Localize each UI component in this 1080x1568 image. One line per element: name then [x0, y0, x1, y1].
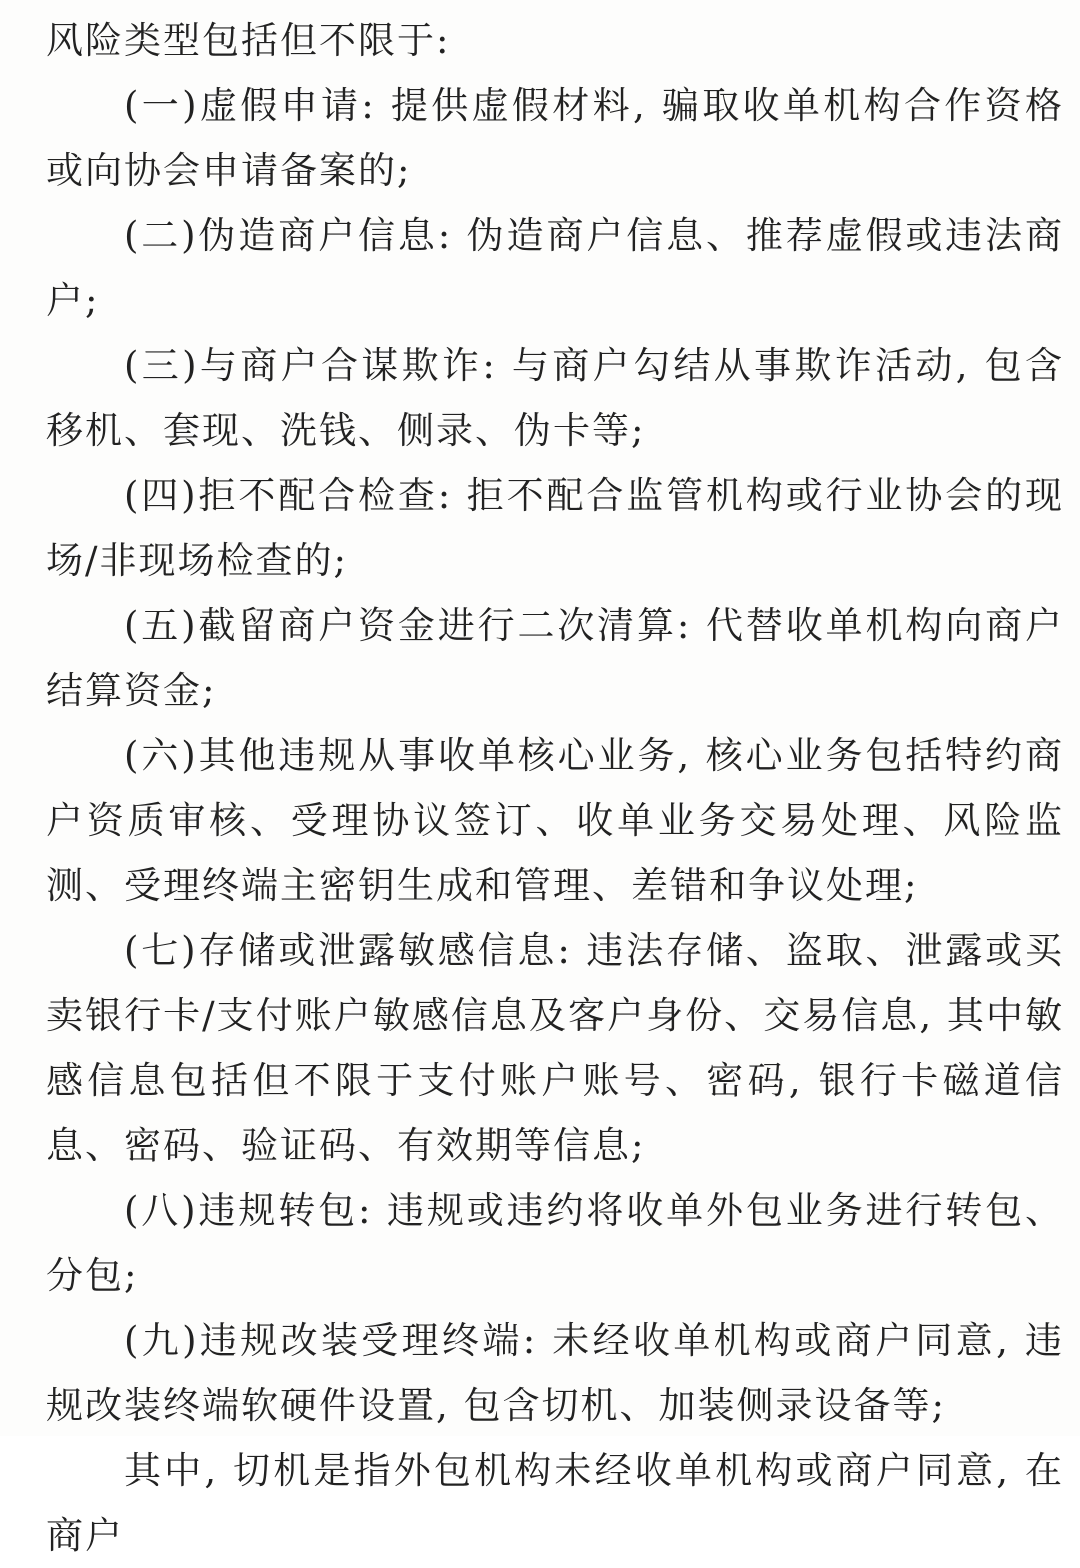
paragraph-continuation: 其中, 切机是指外包机构未经收单机构或商户同意, 在商户: [46, 1449, 1064, 1557]
paragraph-item-9: (九)违规改装受理终端: 未经收单机构或商户同意, 违规改装终端软硬件设置, 包含切机、加装侧录设备等;: [46, 1319, 1064, 1427]
paragraph-item-2: (二)伪造商户信息: 伪造商户信息、推荐虚假或违法商户;: [46, 214, 1064, 322]
paragraph-item-1: (一)虚假申请: 提供虚假材料, 骗取收单机构合作资格或向协会申请备案的;: [46, 84, 1064, 192]
paragraph-item-4: (四)拒不配合检查: 拒不配合监管机构或行业协会的现场/非现场检查的;: [46, 474, 1064, 582]
paragraph-intro: 风险类型包括但不限于:: [46, 19, 451, 62]
paragraph-item-8: (八)违规转包: 违规或违约将收单外包业务进行转包、分包;: [46, 1189, 1064, 1297]
paragraph-item-5: (五)截留商户资金进行二次清算: 代替收单机构向商户结算资金;: [46, 604, 1064, 712]
document-body: [46, 8, 1064, 1568]
paragraph-item-3: (三)与商户合谋欺诈: 与商户勾结从事欺诈活动, 包含移机、套现、洗钱、侧录、伪卡等;: [46, 344, 1064, 452]
paragraph-item-6: (六)其他违规从事收单核心业务, 核心业务包括特约商户资质审核、受理协议签订、收单业务交易处理、风险监测、受理终端主密钥生成和管理、差错和争议处理;: [46, 734, 1064, 907]
paragraph-item-7: (七)存储或泄露敏感信息: 违法存储、盗取、泄露或买卖银行卡/支付账户敏感信息及客户身份、交易信息, 其中敏感信息包括但不限于支付账户账号、密码, 银行卡磁道信息、密码、验证码、有效期等信息;: [46, 929, 1064, 1167]
